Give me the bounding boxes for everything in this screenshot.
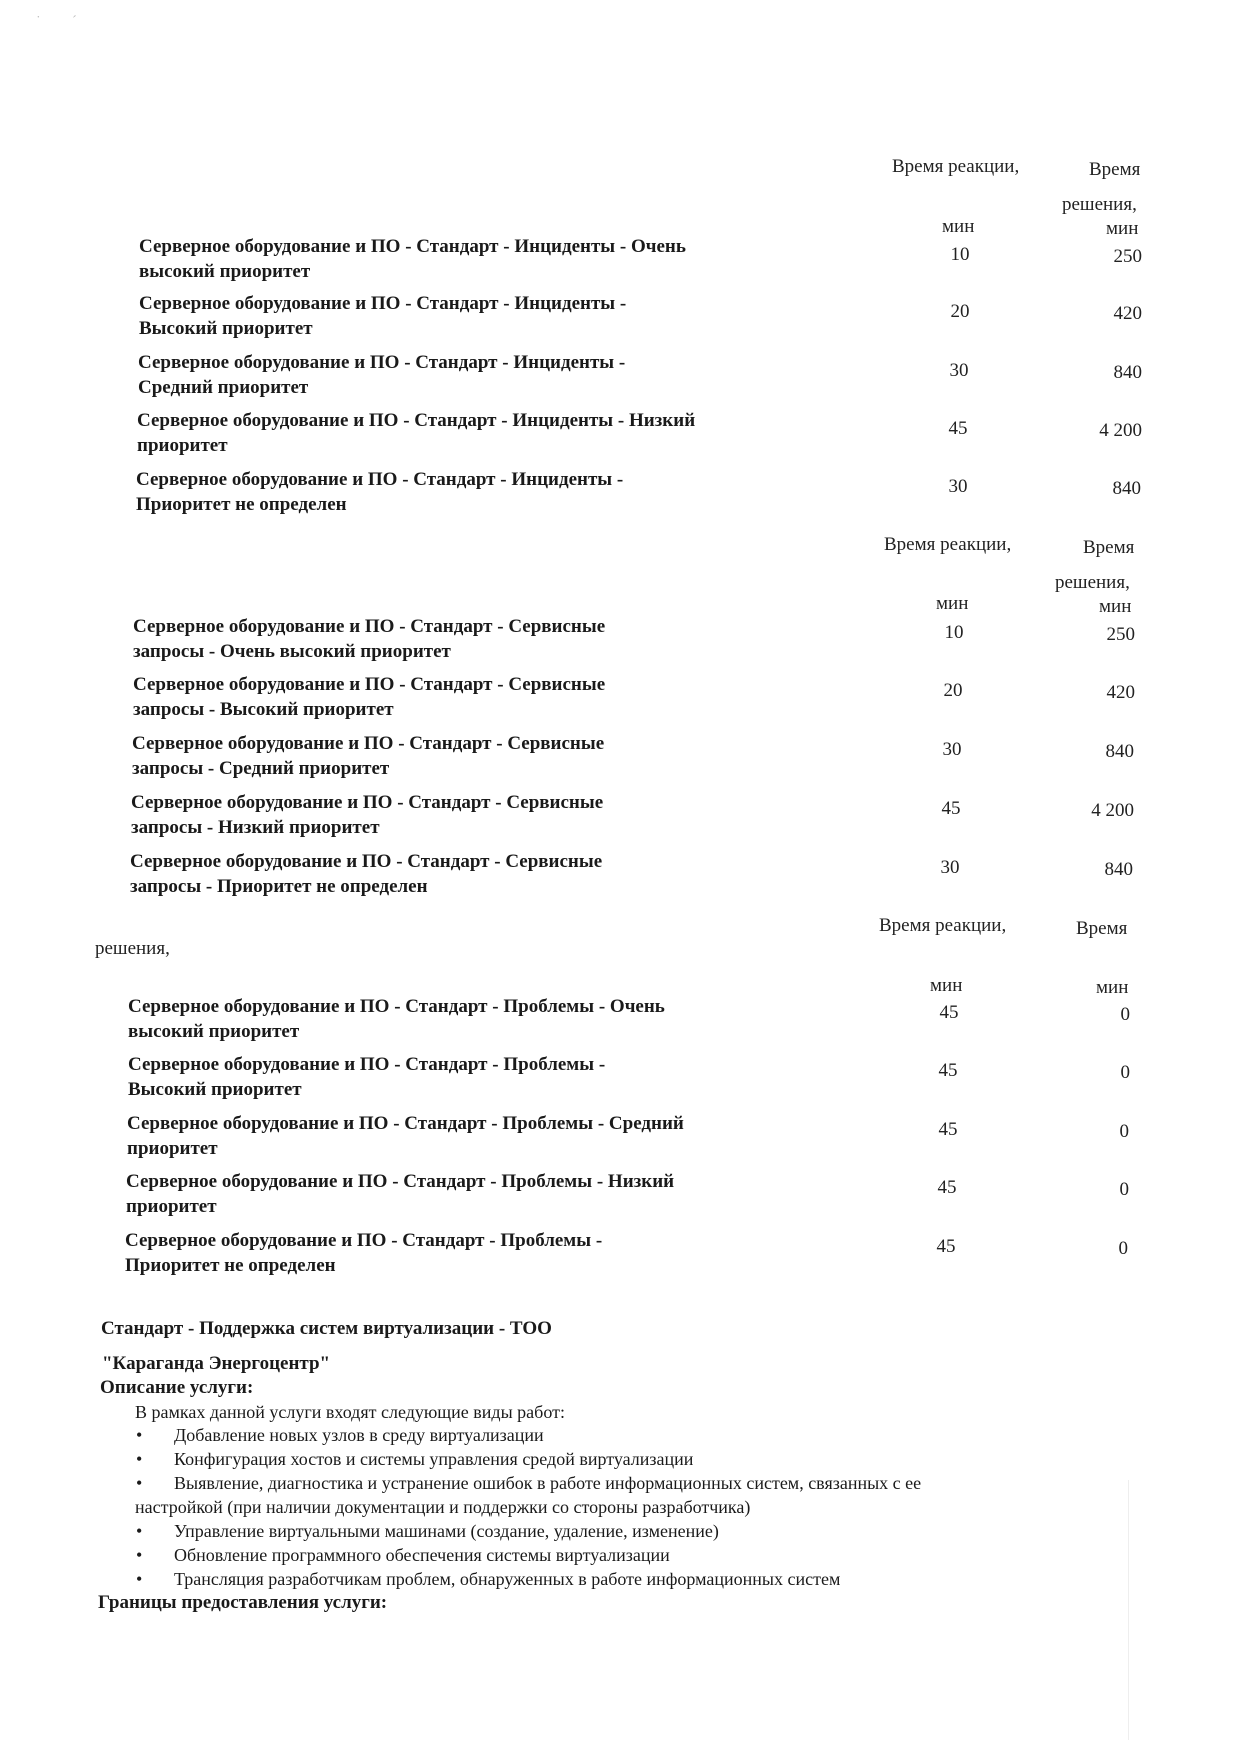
reaction-time-header: Время реакции, <box>879 915 1007 936</box>
service-request-resolution: 250 <box>1106 624 1135 645</box>
service-request-reaction: 30 <box>942 739 962 760</box>
incident-row-title: Серверное оборудование и ПО - Стандарт - Инциденты - Высокий приоритет <box>139 293 627 339</box>
problem-resolution: 0 <box>1120 1004 1130 1025</box>
work-item: • Выявление, диагностика и устранение ошибок в работе информационных систем, связанных с ее <box>136 1473 922 1493</box>
problem-row-title: Серверное оборудование и ПО - Стандарт - Проблемы - Приоритет не определен <box>125 1230 603 1276</box>
problem-resolution: 0 <box>1119 1179 1129 1200</box>
work-item-text: Добавление новых узлов в среду виртуализации <box>174 1425 544 1445</box>
problem-resolution: 0 <box>1119 1121 1129 1142</box>
reaction-unit: мин <box>930 975 963 996</box>
incident-resolution: 250 <box>1113 246 1142 267</box>
reaction-unit: мин <box>942 216 975 237</box>
resolution-time-header: Время <box>1083 537 1135 558</box>
problem-reaction: 45 <box>937 1177 957 1198</box>
resolution-time-header-2: решения, <box>1062 194 1137 215</box>
work-item-text: Управление виртуальными машинами (создание, удаление, изменение) <box>174 1521 719 1541</box>
incident-resolution: 840 <box>1113 362 1142 383</box>
boundaries-heading: Границы предоставления услуги: <box>98 1592 388 1613</box>
incident-reaction: 10 <box>950 244 970 265</box>
problem-reaction: 45 <box>939 1002 959 1023</box>
reaction-time-header: Время реакции, <box>892 156 1020 177</box>
service-request-reaction: 30 <box>940 857 960 878</box>
description-heading: Описание услуги: <box>100 1377 254 1398</box>
problem-reaction: 45 <box>938 1060 958 1081</box>
incident-reaction: 20 <box>950 301 970 322</box>
incident-reaction: 30 <box>949 360 969 381</box>
work-item: • Обновление программного обеспечения системы виртуализации <box>136 1545 670 1565</box>
work-item-text: Выявление, диагностика и устранение ошибок в работе информационных систем, связанных с ее <box>174 1473 922 1493</box>
incident-reaction: 30 <box>948 476 968 497</box>
work-item-continuation: настройкой (при наличии документации и поддержки со стороны разработчика) <box>135 1497 751 1517</box>
scan-artifact: ˙ ˊ <box>36 14 77 29</box>
resolution-time-header: Время <box>1076 918 1128 939</box>
service-request-row-title: Серверное оборудование и ПО - Стандарт - Сервисные запросы - Низкий приоритет <box>131 792 604 838</box>
resolution-time-header: Время <box>1089 159 1141 180</box>
reaction-unit: мин <box>936 593 969 614</box>
service-request-row-title: Серверное оборудование и ПО - Стандарт - Сервисные запросы - Средний приоритет <box>132 733 605 779</box>
service-request-row-title: Серверное оборудование и ПО - Стандарт - Сервисные запросы - Очень высокий приоритет <box>133 616 606 662</box>
service-request-reaction: 45 <box>941 798 961 819</box>
incident-row-title: Серверное оборудование и ПО - Стандарт - Инциденты - Низкий приоритет <box>137 410 696 456</box>
problem-row-title: Серверное оборудование и ПО - Стандарт - Проблемы - Высокий приоритет <box>128 1054 606 1100</box>
problem-row-title: Серверное оборудование и ПО - Стандарт - Проблемы - Очень высокий приоритет <box>128 996 665 1042</box>
problem-reaction: 45 <box>936 1236 956 1257</box>
resolution-unit: мин <box>1099 596 1132 617</box>
problem-reaction: 45 <box>938 1119 958 1140</box>
problem-row-title: Серверное оборудование и ПО - Стандарт - Проблемы - Средний приоритет <box>127 1113 684 1159</box>
problem-row-title: Серверное оборудование и ПО - Стандарт - Проблемы - Низкий приоритет <box>126 1171 675 1217</box>
work-item: • Управление виртуальными машинами (создание, удаление, изменение) <box>136 1521 719 1541</box>
service-title-client: "Караганда Энергоцентр" <box>102 1353 331 1374</box>
service-request-reaction: 20 <box>943 680 963 701</box>
scan-edge-line <box>1128 1480 1129 1740</box>
service-request-resolution: 420 <box>1106 682 1135 703</box>
work-item: • Добавление новых узлов в среду виртуализации <box>136 1425 544 1445</box>
incident-resolution: 4 200 <box>1099 420 1142 441</box>
service-request-resolution: 4 200 <box>1091 800 1134 821</box>
service-request-resolution: 840 <box>1104 859 1133 880</box>
problem-resolution: 0 <box>1120 1062 1130 1083</box>
service-request-resolution: 840 <box>1105 741 1134 762</box>
service-title: Стандарт - Поддержка систем виртуализации - ТОО <box>101 1318 552 1339</box>
incident-resolution: 840 <box>1112 478 1141 499</box>
problem-resolution: 0 <box>1118 1238 1128 1259</box>
service-request-row-title: Серверное оборудование и ПО - Стандарт - Сервисные запросы - Высокий приоритет <box>133 674 606 720</box>
work-item-text: Конфигурация хостов и системы управления средой виртуализации <box>174 1449 694 1469</box>
service-request-reaction: 10 <box>944 622 964 643</box>
resolution-time-header-2: решения, <box>1055 572 1130 593</box>
work-item: • Трансляция разработчикам проблем, обнаруженных в работе информационных систем <box>136 1569 841 1589</box>
reaction-time-header: Время реакции, <box>884 534 1012 555</box>
resolution-unit: мин <box>1096 977 1129 998</box>
description-intro: В рамках данной услуги входят следующие виды работ: <box>135 1402 565 1422</box>
incident-row-title: Серверное оборудование и ПО - Стандарт - Инциденты - Средний приоритет <box>138 352 626 398</box>
incident-row-title: Серверное оборудование и ПО - Стандарт - Инциденты - Приоритет не определен <box>136 469 624 515</box>
resolution-time-header-stray: решения, <box>95 938 170 959</box>
work-item-text: Трансляция разработчикам проблем, обнаруженных в работе информационных систем <box>174 1569 841 1589</box>
incident-resolution: 420 <box>1113 303 1142 324</box>
incident-reaction: 45 <box>948 418 968 439</box>
work-item-text: Обновление программного обеспечения системы виртуализации <box>174 1545 670 1565</box>
incident-row-title: Серверное оборудование и ПО - Стандарт - Инциденты - Очень высокий приоритет <box>139 236 686 282</box>
resolution-unit: мин <box>1106 218 1139 239</box>
work-item: • Конфигурация хостов и системы управления средой виртуализации <box>136 1449 694 1469</box>
service-request-row-title: Серверное оборудование и ПО - Стандарт - Сервисные запросы - Приоритет не определен <box>130 851 603 897</box>
